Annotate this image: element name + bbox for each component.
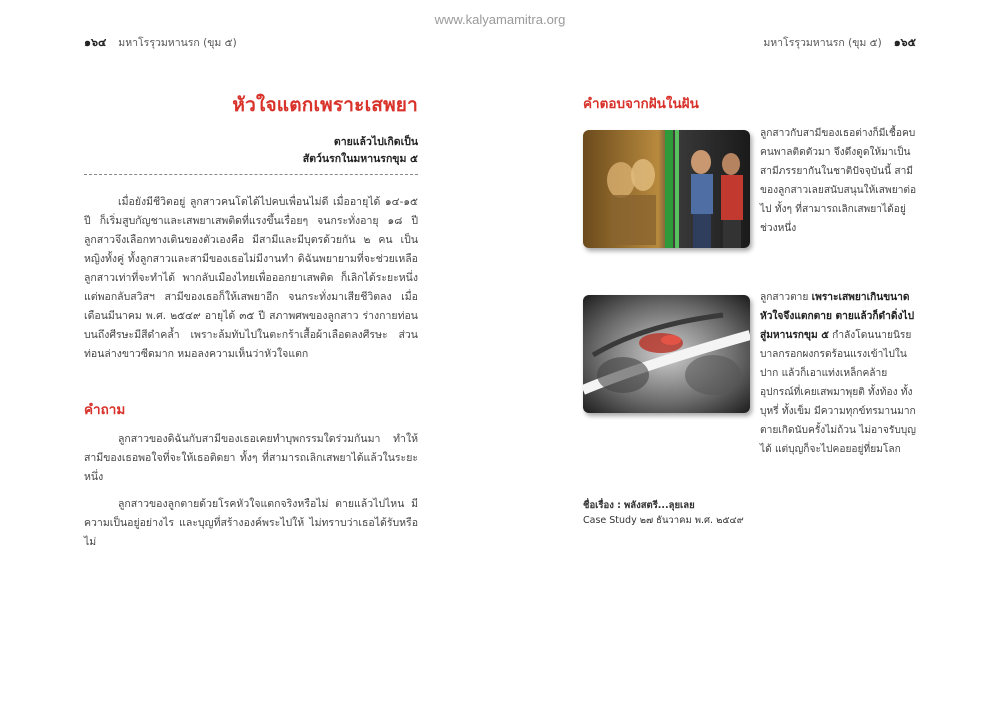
left-page-number: ๑๖๔ bbox=[84, 36, 107, 49]
answer-text-2-bold: เพราะเสพยาเกินขนาด หัวใจจึงแตกตาย ตายแล้วก็ดำดิ่งไปสู่มหานรกขุม ๕ bbox=[760, 292, 915, 341]
left-page-header bbox=[84, 33, 237, 51]
case-study-line: Case Study ๒๗ ธันวาคม พ.ศ. ๒๕๔๙ bbox=[583, 515, 744, 526]
answer-text-2 bbox=[760, 288, 917, 459]
answer-heading: คำตอบจากฝันในฝัน bbox=[583, 96, 699, 112]
source-title-line bbox=[583, 498, 744, 513]
source-label: ชื่อเรื่อง : bbox=[583, 500, 621, 511]
answer-text-1: ลูกสาวกับสามีของเธอต่างก็มีเชื้อคบคนพาลติดตัวมา จึงดึงดูดให้มาเป็นสามีภรรยากันในชาติปัจจุบันนี้ สามีของลูกสาวเลยสนับสนุนให้เสพยาต่อไป ทั้งๆ ที่สามารถเลิกเสพยาได้อยู่ช่วงหนึ่ง bbox=[760, 128, 917, 234]
right-page-content bbox=[583, 92, 917, 455]
site-url[interactable]: www.kalyamamitra.org bbox=[434, 12, 566, 27]
story-body: เมื่อยังมีชีวิตอยู่ ลูกสาวคนโตได้ไปคบเพื่อนไม่ดี เมื่ออายุได้ ๑๔-๑๕ ปี ก็เริ่มสูบกัญชาและเสพยาเสพติดที่แรงขึ้นเรื่อยๆ จนกระทั่งอายุ ๑๘ ปี ลูกสาวจึงเลือกทางเดินของตัวเองคือ มีสามีและมีบุตรด้วยกัน ๒ คน เป็นหญิงทั้งคู่ ทั้งลูกสาวและสามีของเธอไม่มีงานทำ ดิฉันพยายามที่จะช่วยเหลือลูกสาวเท่าที่จะทำได้ พากลับเมืองไทยเพื่อออกยาเสพติด ก็เลิกได้ระยะหนึ่ง แต่พอกลับสวิสฯ สามีของเธอก็ให้เสพยาอีก จนกระทั่งมาเสียชีวิตลง เมื่อเดือนมีนาคม พ.ศ. ๒๕๔๙ อายุได้ ๓๕ ปี สภาพศพของลูกสาว ร่างกายท่อนบนถึงศีรษะมีสีดำคล้ำ เพราะล้มทับไปในตะกร้าเสื้อผ้าเลือดลงศีรษะ ส่วนท่อนล่างขาวซีดมาก หมอลงความเห็นว่าหัวใจแตก bbox=[84, 196, 418, 360]
story-title: หัวใจแตกเพราะเสพยา bbox=[232, 94, 418, 116]
story-subtitle bbox=[84, 134, 418, 168]
left-running-title: มหาโรรุวมหานรก (ขุม ๕) bbox=[118, 36, 237, 49]
source-title: พลังสตรี...ลุยเลย bbox=[624, 500, 695, 511]
answer-text-2-lead: ลูกสาวตาย bbox=[760, 292, 812, 303]
source-note bbox=[583, 498, 744, 528]
illustration-hell-torment bbox=[583, 295, 750, 413]
answer-text-2-rest: กำลังโดนนายนิรยบาลกรอกผงกรดร้อนแรงเข้าไปในปาก แล้วก็เอาแท่งเหล็กคล้ายอุปกรณ์ที่เคยเสพมาพุยติ ทั้งท้อง ทั้งบุหรี่ ทั้งเข็ม มีความทุกข์ทรมานมาก ตายเกิดนับครั้งไม่ถ้วน ไม่อาจรับบุญได้ แต่บุญก็จะไปคอยอยู่ที่ยมโลก bbox=[760, 330, 916, 455]
right-page-header bbox=[763, 33, 916, 51]
illustration-couple-drug-use-art bbox=[583, 130, 750, 248]
illustration-hell-torment-art bbox=[583, 295, 750, 413]
right-page-number: ๑๖๕ bbox=[893, 36, 916, 49]
question-paragraph-1: ลูกสาวของดิฉันกับสามีของเธอเคยทำบุพกรรมใดร่วมกันมา ทำให้สามีของเธอพอใจที่จะให้เธอติดยา ทั้งๆ ที่สามารถเลิกเสพยาได้แล้วในระยะหนึ่ง bbox=[84, 433, 418, 483]
dashed-divider bbox=[84, 174, 418, 175]
story-subtitle-line1: ตายแล้วไปเกิดเป็น bbox=[333, 136, 418, 148]
question-heading: คำถาม bbox=[84, 402, 126, 418]
illustration-couple-drug-use bbox=[583, 130, 750, 248]
right-running-title: มหาโรรุวมหานรก (ขุม ๕) bbox=[763, 36, 882, 49]
left-page-content bbox=[84, 90, 418, 560]
question-paragraph-2: ลูกสาวของลูกตายด้วยโรคหัวใจแตกจริงหรือไม่ ตายแล้วไปไหน มีความเป็นอยู่อย่างไร และบุญที่สร้างองค์พระไปให้ ไม่ทราบว่าเธอได้รับหรือไม่ bbox=[84, 498, 418, 548]
story-subtitle-line2: สัตว์นรกในมหานรกขุม ๕ bbox=[302, 153, 418, 165]
